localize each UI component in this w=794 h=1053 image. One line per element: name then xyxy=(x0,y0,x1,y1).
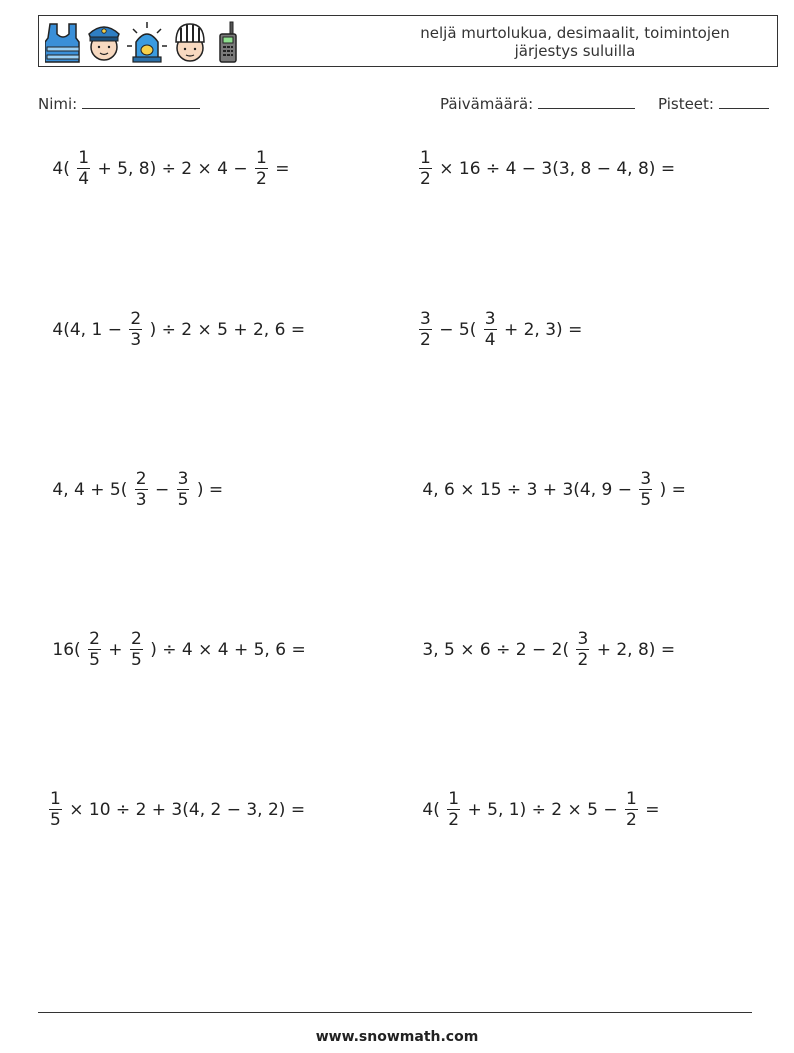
header-box xyxy=(38,15,778,67)
footer-url: www.snowmath.com xyxy=(315,1029,479,1045)
fraction-numerator: 3 xyxy=(484,309,496,329)
expression-text: − xyxy=(149,479,175,500)
expression-text: + xyxy=(102,639,128,660)
expression-text: 4( xyxy=(47,158,76,179)
problem-3 xyxy=(47,309,311,350)
expression-text: × 16 ÷ 4 − 3(3, 8 − 4, 8) = xyxy=(433,158,681,179)
fraction-denominator: 5 xyxy=(50,810,61,830)
vest-icon xyxy=(45,20,81,64)
fraction-denominator: 3 xyxy=(130,330,142,350)
fraction xyxy=(639,469,652,510)
fraction-denominator: 5 xyxy=(640,490,652,510)
fraction-denominator: 2 xyxy=(420,330,431,350)
fraction-numerator: 2 xyxy=(135,469,147,489)
expression-text: + 2, 3) = xyxy=(498,319,588,340)
fraction-denominator: 2 xyxy=(256,169,267,189)
problem-10 xyxy=(417,789,665,830)
worksheet-title xyxy=(395,24,755,60)
expression-text: ) = xyxy=(654,479,692,500)
fraction-denominator: 5 xyxy=(177,490,189,510)
date-blank[interactable] xyxy=(538,94,635,109)
fraction xyxy=(130,629,143,670)
title-line-1: neljä murtolukua, desimaalit, toimintojen xyxy=(420,24,730,42)
fraction xyxy=(255,148,268,189)
fraction-denominator: 5 xyxy=(89,650,100,670)
fraction-numerator: 1 xyxy=(78,148,90,168)
score-blank[interactable] xyxy=(719,94,769,109)
expression-text: + 5, 1) ÷ 2 × 5 − xyxy=(462,799,624,820)
fraction-denominator: 2 xyxy=(420,169,431,189)
siren-icon xyxy=(127,20,167,64)
fraction-denominator: 4 xyxy=(484,330,496,350)
expression-text: 4(4, 1 − xyxy=(47,319,128,340)
expression-text: 4( xyxy=(417,799,446,820)
problem-2 xyxy=(417,148,681,189)
fraction-numerator: 2 xyxy=(130,309,142,329)
header-icons xyxy=(45,19,243,65)
name-blank[interactable] xyxy=(82,94,200,109)
expression-text: − 5( xyxy=(433,319,482,340)
name-field[interactable] xyxy=(38,94,200,113)
expression-text: = xyxy=(639,799,665,820)
fraction-numerator: 1 xyxy=(448,789,460,809)
problem-9 xyxy=(47,789,311,830)
expression-text: 4, 4 + 5( xyxy=(47,479,133,500)
fraction-numerator: 3 xyxy=(177,469,189,489)
date-field[interactable] xyxy=(440,94,635,113)
fraction-denominator: 4 xyxy=(78,169,90,189)
fraction-numerator: 1 xyxy=(626,789,637,809)
problem-8 xyxy=(417,629,681,670)
footer-divider xyxy=(38,1012,752,1013)
prisoner-icon xyxy=(171,20,209,64)
expression-text: × 10 ÷ 2 + 3(4, 2 − 3, 2) = xyxy=(63,799,311,820)
expression-text: ) = xyxy=(191,479,229,500)
fraction-numerator: 2 xyxy=(89,629,100,649)
fraction xyxy=(177,469,190,510)
fraction xyxy=(88,629,101,670)
fraction-numerator: 3 xyxy=(577,629,589,649)
fraction xyxy=(447,789,460,830)
fraction xyxy=(129,309,142,350)
fraction-denominator: 2 xyxy=(448,810,460,830)
expression-text: 4, 6 × 15 ÷ 3 + 3(4, 9 − xyxy=(417,479,638,500)
fraction-numerator: 3 xyxy=(640,469,652,489)
expression-text: = xyxy=(269,158,295,179)
fraction-numerator: 1 xyxy=(420,148,431,168)
score-field[interactable] xyxy=(658,94,769,113)
expression-text: 3, 5 × 6 ÷ 2 − 2( xyxy=(417,639,575,660)
expression-text: ) ÷ 4 × 4 + 5, 6 = xyxy=(144,639,312,660)
walkie-talkie-icon xyxy=(213,20,243,64)
name-label: Nimi: xyxy=(38,95,78,113)
fraction xyxy=(419,309,432,350)
expression-text: + 2, 8) = xyxy=(591,639,681,660)
problem-1 xyxy=(47,148,295,189)
expression-text: + 5, 8) ÷ 2 × 4 − xyxy=(92,158,254,179)
problem-5 xyxy=(47,469,229,510)
expression-text: ) ÷ 2 × 5 + 2, 6 = xyxy=(144,319,311,340)
problem-6 xyxy=(417,469,691,510)
problem-7 xyxy=(47,629,311,670)
date-label: Päivämäärä: xyxy=(440,95,534,113)
fraction xyxy=(135,469,148,510)
fraction xyxy=(49,789,62,830)
police-officer-icon xyxy=(85,20,123,64)
fraction-denominator: 3 xyxy=(135,490,147,510)
title-line-2: järjestys suluilla xyxy=(514,42,636,60)
score-label: Pisteet: xyxy=(658,95,714,113)
fraction-denominator: 5 xyxy=(130,650,142,670)
problem-4 xyxy=(417,309,588,350)
fraction-numerator: 2 xyxy=(130,629,142,649)
fraction-numerator: 1 xyxy=(256,148,267,168)
fraction-numerator: 1 xyxy=(50,789,61,809)
fraction-denominator: 2 xyxy=(577,650,589,670)
fraction xyxy=(419,148,432,189)
fraction xyxy=(625,789,638,830)
fraction xyxy=(77,148,90,189)
fraction xyxy=(576,629,589,670)
fraction-denominator: 2 xyxy=(626,810,637,830)
fraction xyxy=(484,309,497,350)
fraction-numerator: 3 xyxy=(420,309,431,329)
expression-text: 16( xyxy=(47,639,87,660)
